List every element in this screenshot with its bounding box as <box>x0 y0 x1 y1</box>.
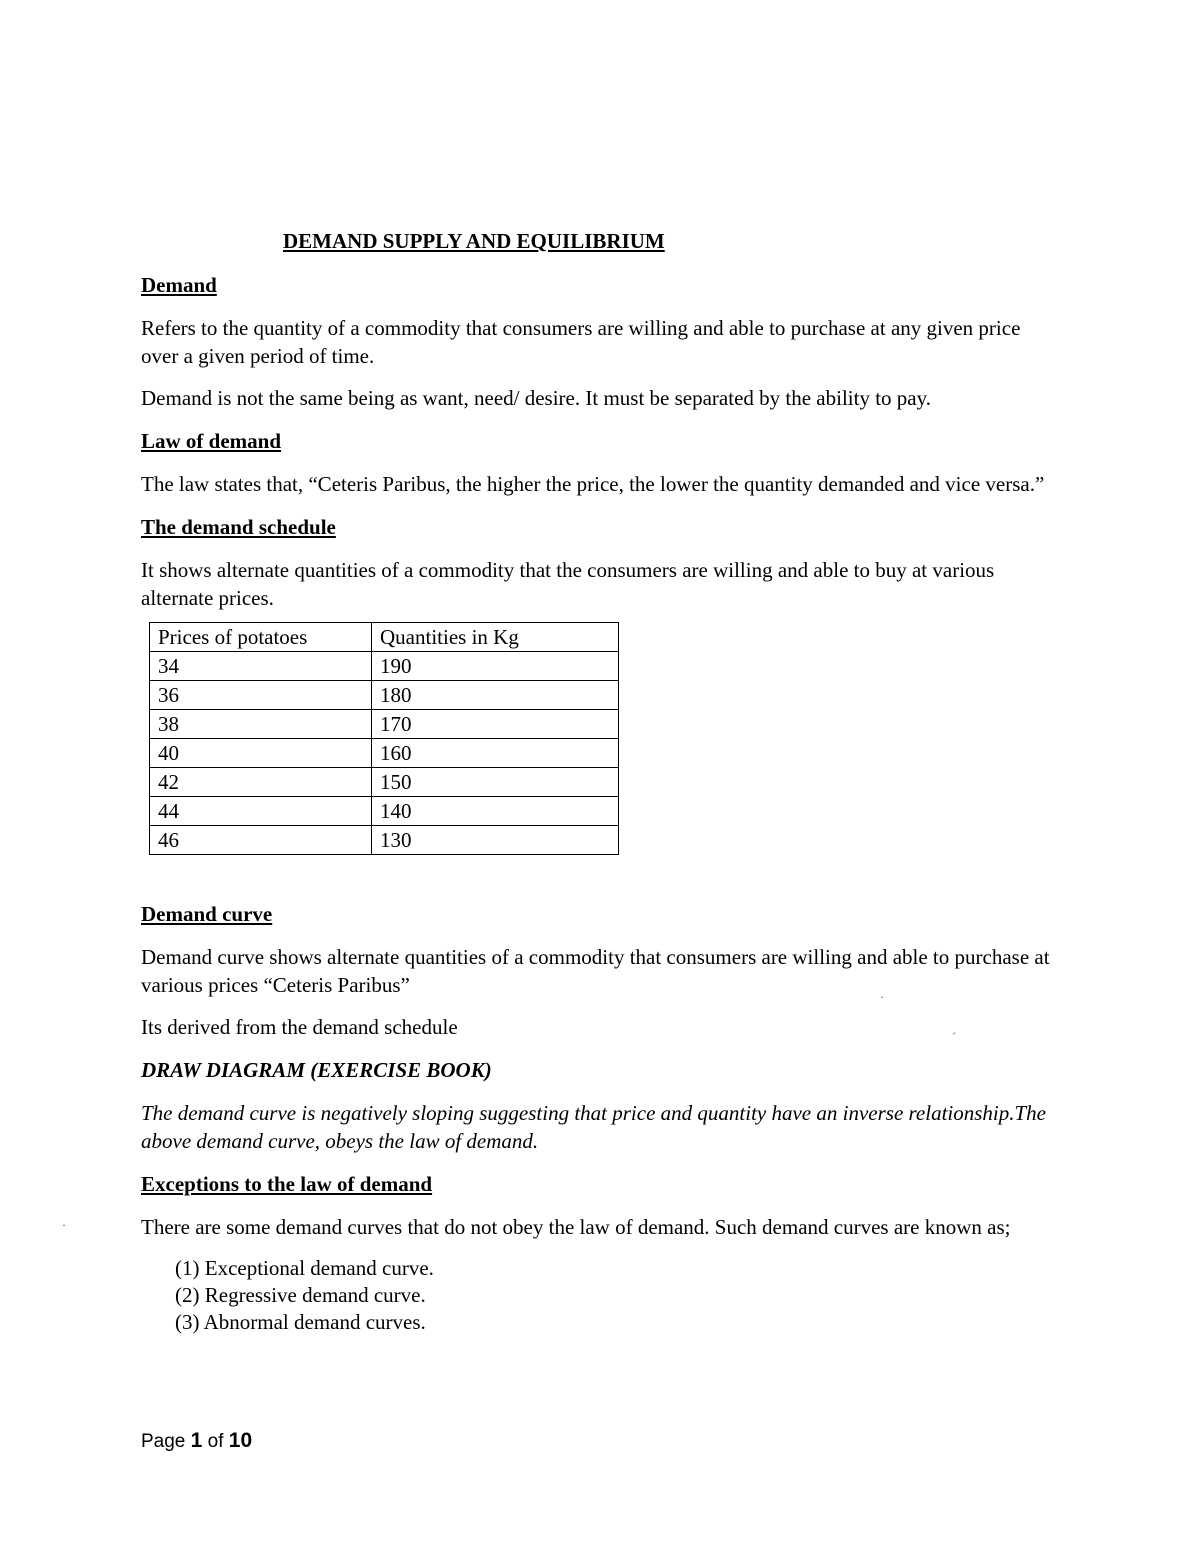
demand-schedule-text: It shows alternate quantities of a commodity that the consumers are willing and able to buy at various alternate prices. <box>141 558 995 610</box>
demand-schedule-table <box>149 622 619 855</box>
table-spacer <box>141 855 1061 899</box>
table-cell: 38 <box>150 710 372 739</box>
table-cell: 34 <box>150 652 372 681</box>
document-title: DEMAND SUPPLY AND EQUILIBRIUM <box>283 229 665 253</box>
exceptions-text: There are some demand curves that do not obey the law of demand. Such demand curves are known as; <box>141 1215 1011 1239</box>
table-row <box>150 710 619 739</box>
table-cell: 40 <box>150 739 372 768</box>
list-item: (1) Exceptional demand curve. <box>175 1256 434 1280</box>
table-header-cell: Prices of potatoes <box>150 623 372 652</box>
demand-curve-definition: Demand curve shows alternate quantities of a commodity that consumers are willing and able to purchase at various prices “Ceteris Paribus” <box>141 945 1050 997</box>
table-cell: 160 <box>372 739 619 768</box>
table-row <box>150 652 619 681</box>
law-of-demand-text: The law states that, “Ceteris Paribus, the higher the price, the lower the quantity demanded and vice versa.” <box>141 472 1045 496</box>
table-cell: 170 <box>372 710 619 739</box>
draw-diagram-instruction: DRAW DIAGRAM (EXERCISE BOOK) <box>141 1058 492 1082</box>
demand-curve-note: The demand curve is negatively sloping suggesting that price and quantity have an inverse relationship.The above demand curve, obeys the law of demand. <box>141 1101 1046 1153</box>
table-cell: 140 <box>372 797 619 826</box>
footer-current-page: 1 <box>190 1429 203 1452</box>
table-header-cell: Quantities in Kg <box>372 623 619 652</box>
heading-demand: Demand <box>141 273 217 297</box>
demand-curve-derivation: Its derived from the demand schedule <box>141 1015 458 1039</box>
table-cell: 130 <box>372 826 619 855</box>
footer-of-word: of <box>207 1431 224 1452</box>
demand-note: Demand is not the same being as want, need/ desire. It must be separated by the ability to pay. <box>141 386 932 410</box>
scan-artifact: ´ <box>952 1030 956 1044</box>
scan-artifact: · <box>62 1218 66 1232</box>
list-item: (2) Regressive demand curve. <box>175 1283 426 1307</box>
table-cell: 190 <box>372 652 619 681</box>
exceptions-list <box>141 1255 1061 1336</box>
table-cell: 46 <box>150 826 372 855</box>
list-item: (3) Abnormal demand curves. <box>175 1310 426 1334</box>
table-row <box>150 797 619 826</box>
table-row <box>150 768 619 797</box>
page-footer <box>141 1428 252 1455</box>
table-row <box>150 739 619 768</box>
demand-definition: Refers to the quantity of a commodity that consumers are willing and able to purchase at any given price over a given period of time. <box>141 316 1021 368</box>
table-cell: 44 <box>150 797 372 826</box>
footer-total-pages: 10 <box>228 1429 253 1452</box>
table-header-row <box>150 623 619 652</box>
page-content <box>141 226 1061 1336</box>
table-cell: 42 <box>150 768 372 797</box>
table-row <box>150 681 619 710</box>
heading-exceptions: Exceptions to the law of demand <box>141 1172 433 1196</box>
footer-page-word: Page <box>141 1431 186 1452</box>
scan-artifact: · <box>880 990 884 1004</box>
table-cell: 180 <box>372 681 619 710</box>
heading-demand-schedule: The demand schedule <box>141 515 336 539</box>
table-row <box>150 826 619 855</box>
table-cell: 150 <box>372 768 619 797</box>
heading-demand-curve: Demand curve <box>141 902 273 926</box>
table-cell: 36 <box>150 681 372 710</box>
heading-law-of-demand: Law of demand <box>141 429 282 453</box>
